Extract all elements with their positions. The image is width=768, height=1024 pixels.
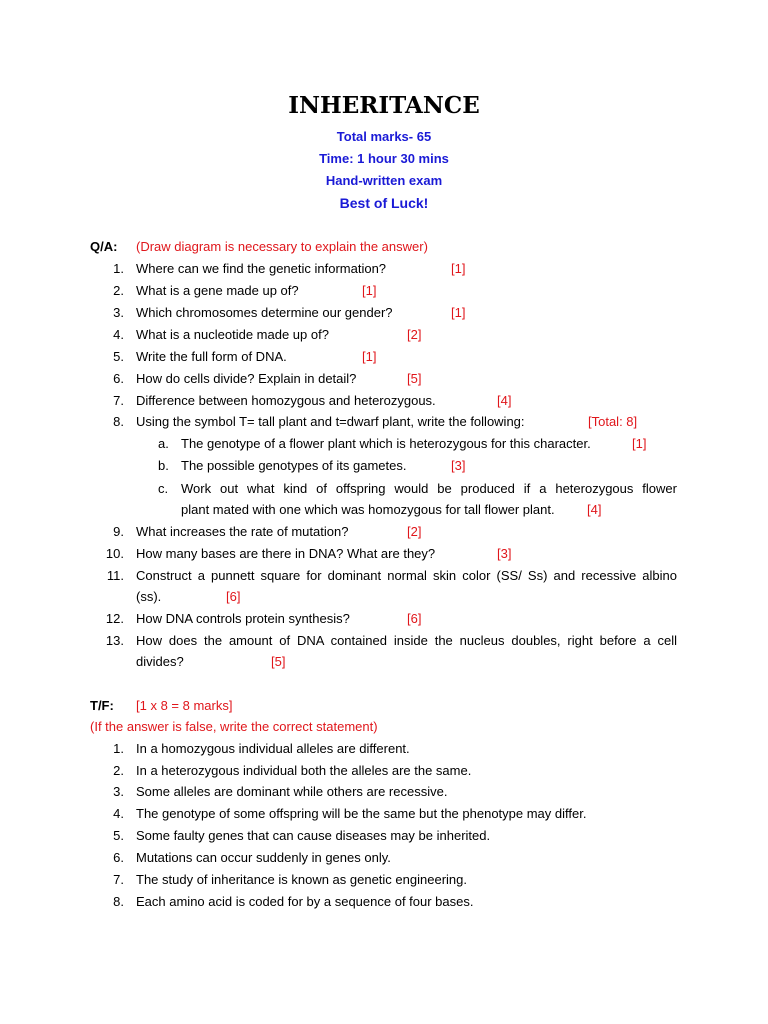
- statement-number: 2.: [113, 763, 124, 778]
- statement-text: Some faulty genes that can cause diseases may be inherited.: [136, 828, 491, 843]
- question-number: 7.: [113, 393, 124, 408]
- question-number: 5.: [113, 349, 124, 364]
- subpart-text: The genotype of a flower plant which is heterozygous for this character.: [181, 436, 591, 451]
- statement-text: Each amino acid is coded for by a sequence of four bases.: [136, 894, 474, 909]
- qa-label: Q/A:: [90, 239, 118, 254]
- question-text: What increases the rate of mutation?: [136, 524, 349, 539]
- question-marks: [2]: [407, 327, 422, 342]
- statement-number: 3.: [113, 784, 124, 799]
- question-text: Which chromosomes determine our gender?: [136, 305, 393, 320]
- tf-marks: [1 x 8 = 8 marks]: [136, 698, 233, 713]
- page-title: INHERITANCE: [288, 92, 480, 119]
- subpart-marks: [4]: [587, 502, 602, 517]
- question-number: 12.: [105, 611, 124, 626]
- subpart-text: Work out what kind of offspring would be produced if a heterozygous flower: [181, 481, 677, 496]
- subpart-text: The possible genotypes of its gametes.: [181, 458, 407, 473]
- subpart-marks: [3]: [451, 458, 466, 473]
- question-marks: [5]: [271, 654, 286, 669]
- question-number: 13.: [105, 633, 124, 648]
- question-number: 8.: [113, 414, 124, 429]
- question-number: 2.: [113, 283, 124, 298]
- statement-number: 4.: [113, 806, 124, 821]
- question-marks: [3]: [497, 546, 512, 561]
- question-text: Difference between homozygous and heterozygous.: [136, 393, 436, 408]
- question-text-continued: (ss).: [136, 589, 162, 604]
- question-number: 9.: [113, 524, 124, 539]
- exam-time: Time: 1 hour 30 mins: [319, 151, 449, 166]
- question-text: Write the full form of DNA.: [136, 349, 287, 364]
- question-text: What is a nucleotide made up of?: [136, 327, 329, 342]
- subpart-text-continued: plant mated with one which was homozygous for tall flower plant.: [181, 502, 555, 517]
- question-marks: [1]: [362, 283, 377, 298]
- subpart-letter: a.: [158, 436, 169, 451]
- total-marks: Total marks- 65: [336, 129, 432, 144]
- statement-number: 7.: [113, 872, 124, 887]
- subpart-letter: b.: [158, 458, 169, 473]
- statement-text: In a heterozygous individual both the alleles are the same.: [136, 763, 472, 778]
- question-text: How do cells divide? Explain in detail?: [136, 371, 357, 386]
- subpart-letter: c.: [158, 481, 169, 496]
- statement-text: The genotype of some offspring will be the same but the phenotype may differ.: [136, 806, 587, 821]
- question-marks: [1]: [451, 261, 466, 276]
- question-marks: [Total: 8]: [588, 414, 638, 429]
- question-marks: [6]: [226, 589, 241, 604]
- statement-number: 1.: [113, 741, 124, 756]
- exam-mode: Hand-written exam: [325, 173, 443, 188]
- question-number: 1.: [113, 261, 124, 276]
- statement-number: 6.: [113, 850, 124, 865]
- qa-instruction: (Draw diagram is necessary to explain the answer): [136, 239, 428, 254]
- question-number: 4.: [113, 327, 124, 342]
- best-of-luck: Best of Luck!: [339, 195, 429, 211]
- question-text: How does the amount of DNA contained inside the nucleus doubles, right before a cell: [136, 633, 677, 648]
- statement-text: In a homozygous individual alleles are different.: [136, 741, 410, 756]
- statement-text: Mutations can occur suddenly in genes only.: [136, 850, 391, 865]
- question-text: How DNA controls protein synthesis?: [136, 611, 350, 626]
- question-marks: [5]: [407, 371, 422, 386]
- question-number: 10.: [105, 546, 124, 561]
- question-marks: [1]: [451, 305, 466, 320]
- question-marks: [2]: [407, 524, 422, 539]
- question-number: 11.: [106, 568, 124, 583]
- question-text: Construct a punnett square for dominant normal skin color (SS/ Ss) and recessive albino: [136, 568, 677, 583]
- question-marks: [1]: [362, 349, 377, 364]
- statement-number: 5.: [113, 828, 124, 843]
- statement-number: 8.: [113, 894, 124, 909]
- tf-label: T/F:: [90, 698, 114, 713]
- statement-text: The study of inheritance is known as genetic engineering.: [136, 872, 467, 887]
- question-text: Where can we find the genetic information?: [136, 261, 387, 276]
- question-number: 3.: [113, 305, 124, 320]
- question-text-continued: divides?: [136, 654, 184, 669]
- question-text: How many bases are there in DNA? What are they?: [136, 546, 436, 561]
- statement-text: Some alleles are dominant while others are recessive.: [136, 784, 448, 799]
- question-text: Using the symbol T= tall plant and t=dwarf plant, write the following:: [136, 414, 525, 429]
- question-text: What is a gene made up of?: [136, 283, 299, 298]
- tf-instruction: (If the answer is false, write the correct statement): [90, 719, 378, 734]
- question-number: 6.: [113, 371, 124, 386]
- subpart-marks: [1]: [632, 436, 647, 451]
- question-marks: [6]: [407, 611, 422, 626]
- question-marks: [4]: [497, 393, 512, 408]
